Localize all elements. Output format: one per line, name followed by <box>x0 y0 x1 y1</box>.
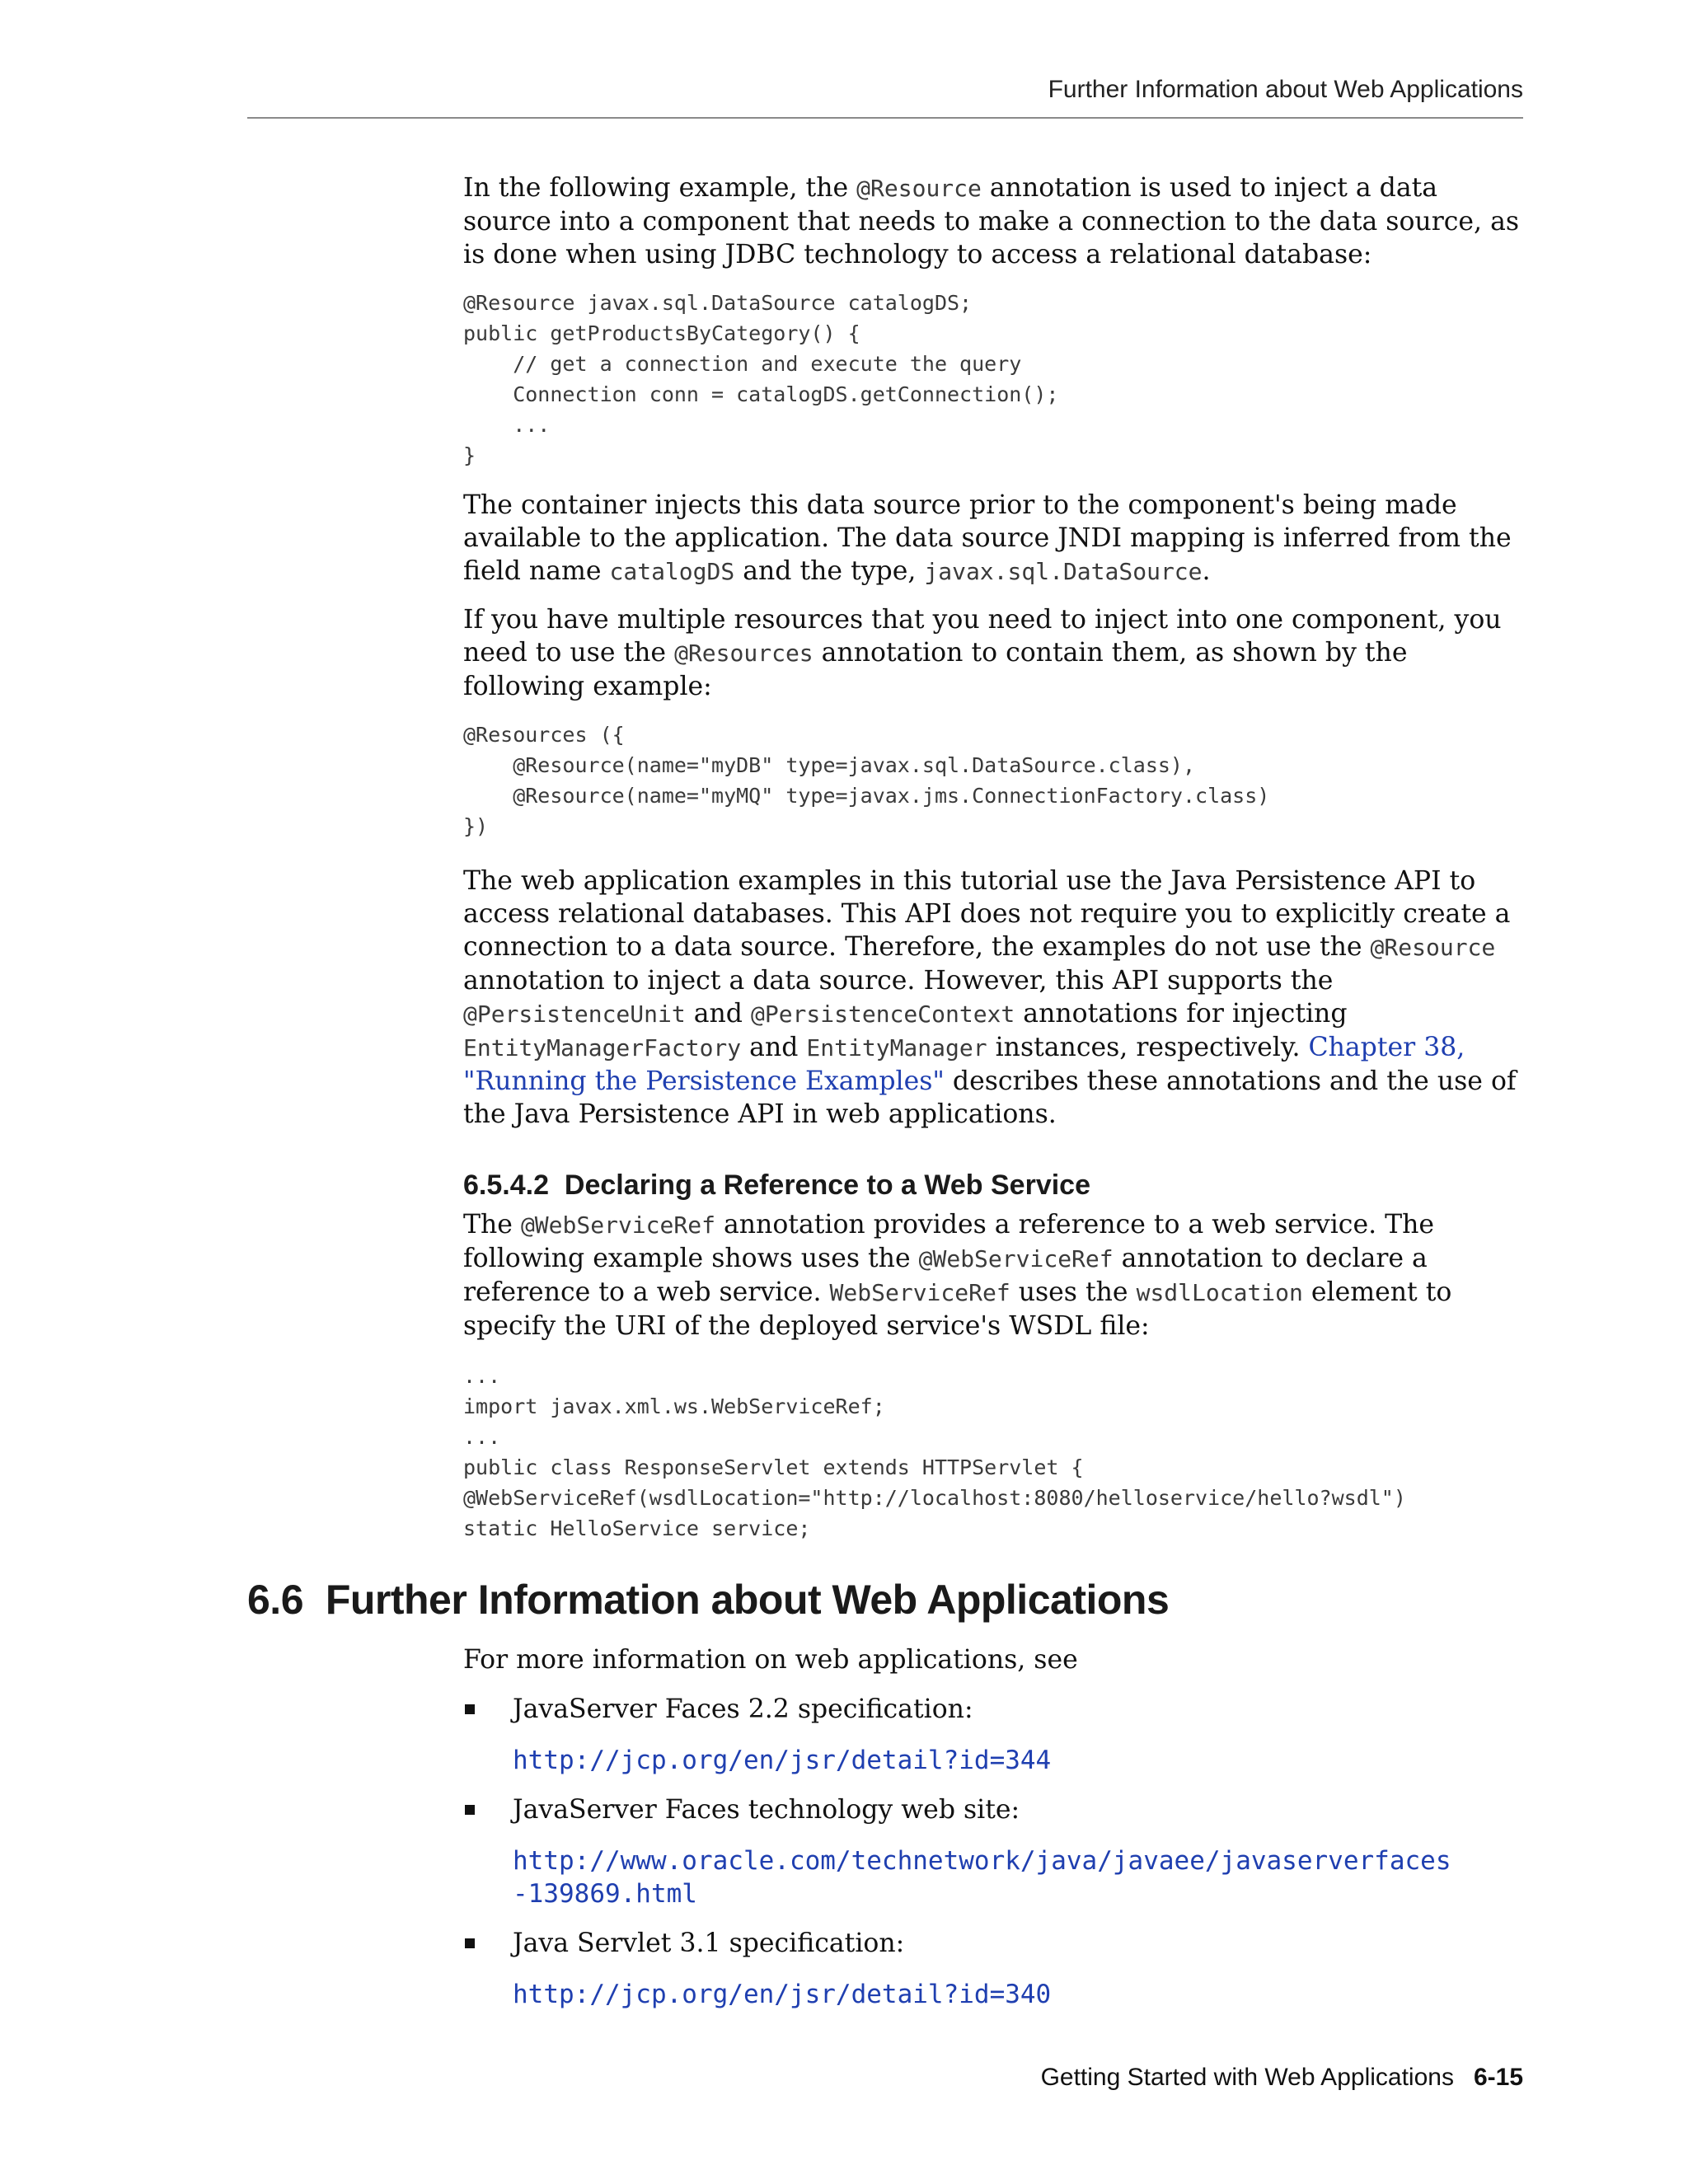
resource-list <box>463 1693 1526 2011</box>
code-example-resources: @Resources ({ @Resource(name="myDB" type=javax.sql.DataSource.class), @Resource(name="myMQ" type=javax.jms.ConnectionFactory.class) }) <box>463 723 1270 838</box>
code-example-datasource: @Resource javax.sql.DataSource catalogDS; public getProductsByCategory() { // get a connection and execute the query Connection conn = catalogDS.getConnection(); ... } <box>463 291 1059 467</box>
inline-code: catalogDS <box>609 558 735 585</box>
text: instances, respectively. <box>987 1033 1309 1062</box>
url-text[interactable]: -139869.html <box>513 1879 697 1909</box>
text: and <box>741 1033 807 1062</box>
url-link[interactable] <box>463 1844 1526 1910</box>
chapter-38-link[interactable]: Chapter 38, "Running the Persistence Examples" <box>463 1033 1465 1096</box>
text: annotation to contain them, as shown by the following example: <box>463 638 1408 701</box>
inline-code: wsdlLocation <box>1136 1279 1303 1306</box>
inline-code: @Resources <box>674 640 814 667</box>
inline-code: EntityManager <box>806 1034 987 1062</box>
url-link[interactable] <box>463 1744 1526 1777</box>
text: uses the <box>1010 1277 1137 1307</box>
text: annotation to inject a data source. However, this API supports the <box>463 966 1334 996</box>
text: annotation to declare a reference to a web service. <box>463 1244 1428 1307</box>
bullet-icon <box>465 1704 475 1714</box>
text: describes these annotations and the use of the Java Persistence API in web applications. <box>463 1066 1517 1129</box>
url-text[interactable]: http://jcp.org/en/jsr/detail?id=340 <box>513 1980 1052 2009</box>
text: element to specify the URI of the deployed service's WSDL file: <box>463 1277 1452 1341</box>
url-text[interactable]: http://www.oracle.com/technetwork/java/javaee/javaserverfaces <box>513 1846 1451 1876</box>
inline-code: javax.sql.DataSource <box>924 558 1203 585</box>
inline-code: WebServiceRef <box>829 1279 1010 1306</box>
inline-code: @WebServiceRef <box>520 1212 715 1239</box>
list-item-label: Java Servlet 3.1 specification: <box>513 1929 905 1958</box>
list-item <box>463 1927 1526 1960</box>
paragraph-persistence-api <box>463 865 1526 1131</box>
running-header-title: Further Information about Web Applications <box>1048 76 1523 103</box>
subsection-number: 6.5.4.2 <box>463 1169 549 1201</box>
inline-code: @Resource <box>1370 934 1496 961</box>
text: The <box>463 1210 521 1240</box>
further-info-intro: For more information on web applications, see <box>463 1645 1078 1675</box>
text: and <box>685 999 751 1029</box>
subsection-heading <box>463 1167 1526 1203</box>
subsection-title: Declaring a Reference to a Web Service <box>564 1169 1090 1201</box>
text: annotation provides a reference to a web service. The following example shows uses the <box>463 1210 1435 1273</box>
bullet-icon <box>465 1938 475 1948</box>
list-item-label: JavaServer Faces technology web site: <box>513 1795 1020 1825</box>
main-content <box>463 171 1526 1544</box>
text: If you have multiple resources that you need to inject into one component, you need to use the <box>463 605 1502 668</box>
inline-code: EntityManagerFactory <box>463 1034 742 1062</box>
text: and the type, <box>734 556 925 586</box>
url-link[interactable] <box>463 1978 1526 2011</box>
running-header <box>247 76 1523 119</box>
text: annotations for injecting <box>1015 999 1348 1029</box>
text: annotation is used to inject a data source into a component that needs to make a connection to the data source, as is done when using JDBC technology to access a relational database: <box>463 173 1520 269</box>
text: . <box>1202 556 1211 586</box>
footer-chapter-title: Getting Started with Web Applications <box>1040 2064 1454 2091</box>
page-number: 6-15 <box>1473 2064 1523 2091</box>
list-item <box>463 1693 1526 1726</box>
inline-code: @Resource <box>856 175 982 202</box>
inline-code: @PersistenceContext <box>750 1001 1015 1028</box>
paragraph-container-injects <box>463 489 1526 588</box>
paragraph-resource-intro <box>463 171 1526 271</box>
inline-code: @PersistenceUnit <box>463 1001 686 1028</box>
code-example-webserviceref: ... import javax.xml.ws.WebServiceRef; ... public class ResponseServlet extends HTTPServlet { @WebServiceRef(wsdlLocation="http://localhost:8080/helloservice/hello?wsdl") static HelloService service; <box>463 1364 1406 1540</box>
paragraph-multiple-resources <box>463 603 1526 703</box>
url-text[interactable]: http://jcp.org/en/jsr/detail?id=344 <box>513 1746 1052 1775</box>
text: The web application examples in this tutorial use the Java Persistence API to access relational databases. This API does not require you to explicitly create a connection to a data source. Therefore, the examples do not use the <box>463 866 1511 962</box>
further-info-content <box>463 1643 1526 2011</box>
bullet-icon <box>465 1805 475 1815</box>
text: In the following example, the <box>463 173 857 203</box>
running-footer <box>1041 2064 1523 2092</box>
section-title: Further Information about Web Applications <box>325 1577 1170 1623</box>
list-item-label: JavaServer Faces 2.2 specification: <box>513 1694 973 1724</box>
section-heading <box>247 1576 1169 1624</box>
inline-code: @WebServiceRef <box>918 1245 1114 1272</box>
list-item <box>463 1793 1526 1826</box>
text: The container injects this data source prior to the component's being made available to the application. The data source JNDI mapping is inferred from the field name <box>463 490 1512 586</box>
paragraph-webserviceref <box>463 1208 1526 1343</box>
section-number: 6.6 <box>247 1577 304 1623</box>
